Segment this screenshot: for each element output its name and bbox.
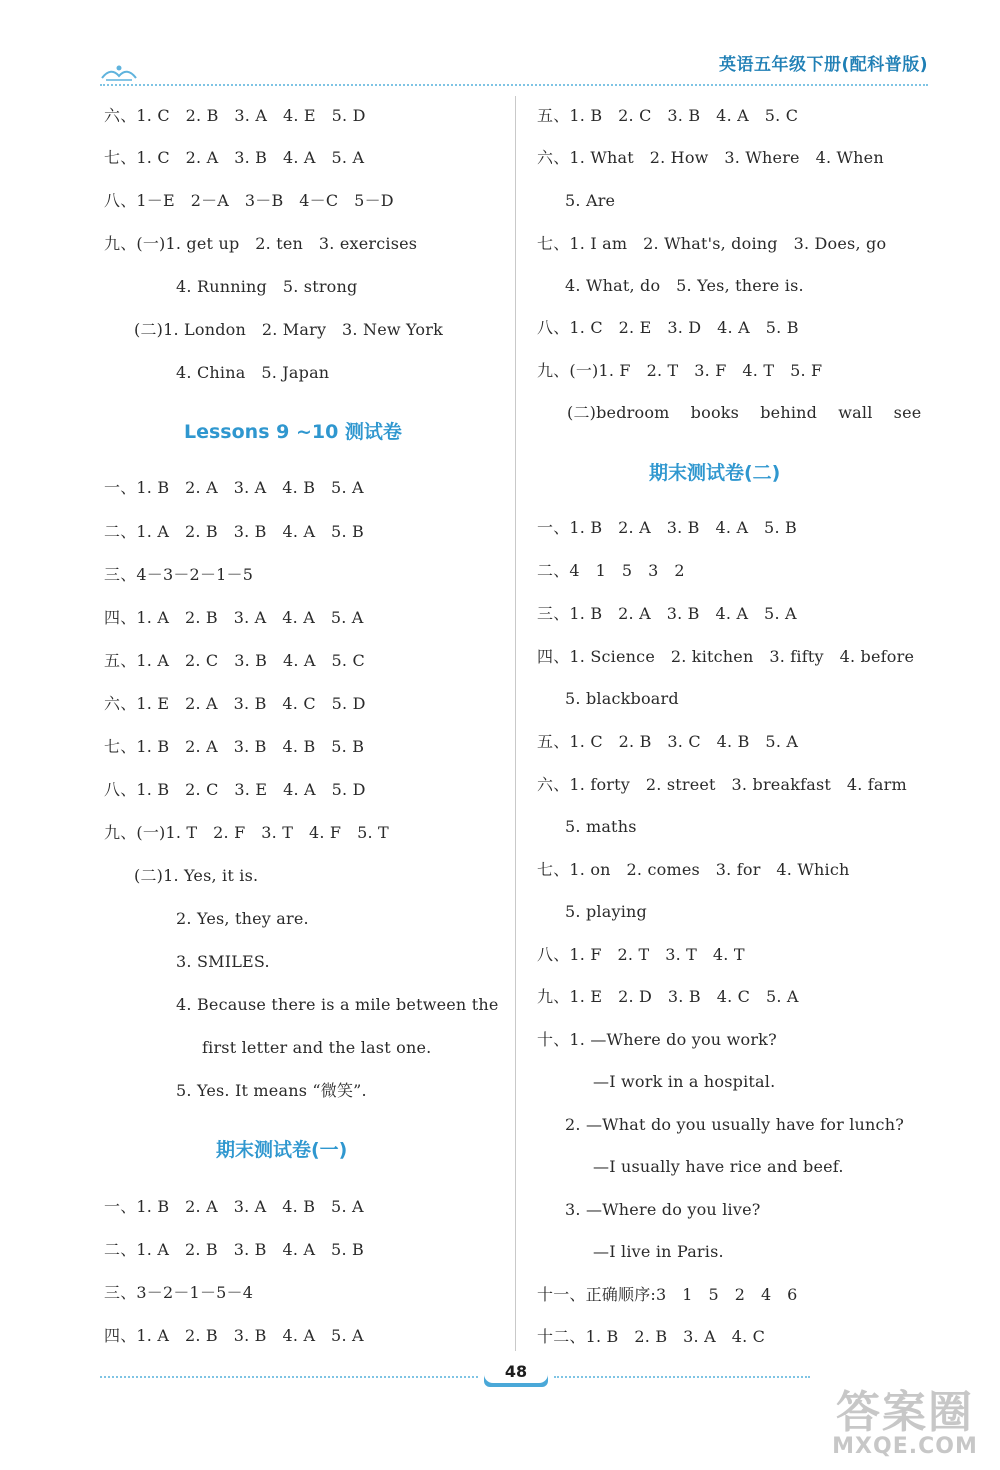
answer-line: 一、1. B 2. A 3. A 4. B 5. A — [104, 1197, 364, 1216]
answer-line: 八、1. F 2. T 3. T 4. T — [537, 945, 745, 964]
answer-line: 六、1. E 2. A 3. B 4. C 5. D — [104, 694, 366, 713]
answer-line: 五、1. C 2. B 3. C 4. B 5. A — [537, 732, 799, 751]
answer-line: 九、1. E 2. D 3. B 4. C 5. A — [537, 987, 799, 1006]
answer-line: 一、1. B 2. A 3. B 4. A 5. B — [537, 518, 797, 537]
answer-line: 九、(一)1. get up 2. ten 3. exercises — [104, 234, 418, 253]
book-title: 英语五年级下册(配科普版) — [718, 55, 928, 75]
answer-line: 四、1. A 2. B 3. A 4. A 5. A — [104, 608, 364, 627]
page-number: 48 — [484, 1361, 548, 1383]
answer-line: first letter and the last one. — [202, 1038, 432, 1057]
answer-line: 三、1. B 2. A 3. B 4. A 5. A — [537, 604, 797, 623]
watermark-logo-text: 答案圈 — [836, 1387, 974, 1438]
book-logo-icon — [100, 62, 138, 82]
answer-line: 八、1. C 2. E 3. D 4. A 5. B — [537, 318, 799, 337]
answer-line: —I usually have rice and beef. — [593, 1157, 844, 1176]
answer-line: 六、1. What 2. How 3. Where 4. When — [537, 148, 884, 167]
answer-line: 七、1. C 2. A 3. B 4. A 5. A — [104, 148, 365, 167]
answer-line: 5. playing — [565, 902, 647, 921]
answer-line: —I work in a hospital. — [593, 1072, 776, 1091]
answer-line: 一、1. B 2. A 3. A 4. B 5. A — [104, 478, 364, 497]
answer-line: 2. —What do you usually have for lunch? — [565, 1115, 904, 1134]
answer-line: 七、1. I am 2. What's, doing 3. Does, go — [537, 234, 887, 253]
answer-line: 七、1. on 2. comes 3. for 4. Which — [537, 860, 850, 879]
answer-line: 2. Yes, they are. — [176, 909, 309, 928]
footer-divider-left — [100, 1376, 478, 1378]
answer-line: 4. What, do 5. Yes, there is. — [565, 276, 804, 295]
section-title: Lessons 9 ~10 测试卷 — [184, 421, 402, 443]
watermark-url: MXQE.COM — [832, 1434, 978, 1459]
answer-line: 五、1. B 2. C 3. B 4. A 5. C — [537, 106, 799, 125]
footer-divider-right — [554, 1376, 810, 1378]
page-header — [0, 0, 1000, 95]
answer-line: 六、1. C 2. B 3. A 4. E 5. D — [104, 106, 366, 125]
answer-line: (二)1. Yes, it is. — [134, 866, 259, 885]
answer-line: 六、1. forty 2. street 3. breakfast 4. farm — [537, 775, 907, 794]
section-title: 期末测试卷(一) — [216, 1139, 348, 1161]
answer-line: 四、1. A 2. B 3. B 4. A 5. A — [104, 1326, 364, 1345]
answer-line: 五、1. A 2. C 3. B 4. A 5. C — [104, 651, 365, 670]
answer-line: 九、(一)1. F 2. T 3. F 4. T 5. F — [537, 361, 823, 380]
answer-line: 七、1. B 2. A 3. B 4. B 5. B — [104, 737, 365, 756]
column-divider — [515, 96, 516, 1351]
answer-line: 十、1. —Where do you work? — [537, 1030, 777, 1049]
answer-line: 5. maths — [565, 817, 637, 836]
answer-line: 二、1. A 2. B 3. B 4. A 5. B — [104, 1240, 364, 1259]
answer-line: 三、4－3－2－1－5 — [104, 565, 254, 584]
header-divider — [100, 84, 928, 86]
answer-line: 二、1. A 2. B 3. B 4. A 5. B — [104, 522, 364, 541]
answer-line: 二、4 1 5 3 2 — [537, 561, 685, 580]
answer-line: 十二、1. B 2. B 3. A 4. C — [537, 1327, 766, 1346]
watermark — [812, 1372, 998, 1468]
answer-line: —I live in Paris. — [593, 1242, 724, 1261]
answer-line: 3. —Where do you live? — [565, 1200, 761, 1219]
answer-line: 十一、正确顺序:3 1 5 2 4 6 — [537, 1285, 798, 1304]
answer-line: 八、1－E 2－A 3－B 4－C 5－D — [104, 191, 394, 210]
answer-line: 八、1. B 2. C 3. E 4. A 5. D — [104, 780, 366, 799]
page-number-badge — [484, 1357, 548, 1389]
answer-line: (二)1. London 2. Mary 3. New York — [134, 320, 444, 339]
answer-line: 5. blackboard — [565, 689, 679, 708]
answer-line: 四、1. Science 2. kitchen 3. fifty 4. before — [537, 647, 915, 666]
section-title: 期末测试卷(二) — [649, 462, 781, 484]
answer-line: 4. Running 5. strong — [176, 277, 358, 296]
answer-line: 4. China 5. Japan — [176, 363, 330, 382]
answer-line: 5. Yes. It means “微笑”. — [176, 1081, 367, 1100]
answer-line: (二)bedroom books behind wall see — [567, 403, 922, 422]
answer-line: 3. SMILES. — [176, 952, 270, 971]
answer-line: 5. Are — [565, 191, 616, 210]
answer-line: 4. Because there is a mile between the — [176, 995, 499, 1014]
answer-line: 九、(一)1. T 2. F 3. T 4. F 5. T — [104, 823, 389, 842]
answer-line: 三、3－2－1－5－4 — [104, 1283, 254, 1302]
